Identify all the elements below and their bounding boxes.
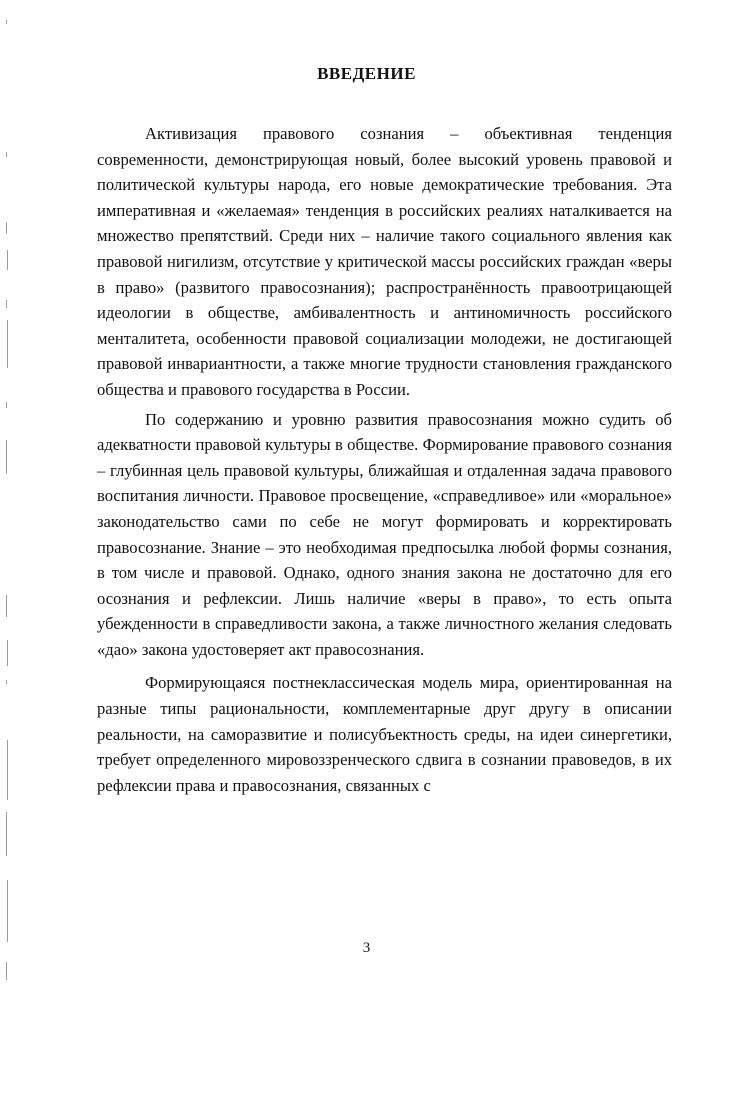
page-number: 3 xyxy=(362,940,371,956)
document-body xyxy=(97,121,672,798)
page-title: ВВЕДЕНИЕ xyxy=(317,64,416,83)
paragraph-2: По содержанию и уровню развития правосознания можно судить об адекватности правовой культуры в обществе. Формирование правового сознания – глубинная цель правовой культуры, ближайшая и отдаленная задача правового воспитания личности. Правовое просвещение, «справедливое» или «моральное» законодательство сами по себе не могут формировать и корректировать правосознание. Знание – это необходимая предпосылка любой формы сознания, в том числе и правовой. Однако, одного знания закона не достаточно для его осознания и рефлексии. Лишь наличие «веры в право», то есть опыта убежденности в справедливости закона, а также личностного желания следовать «дао» закона удостоверяет акт правосознания. xyxy=(97,409,672,659)
paragraph-3: Формирующаяся постнеклассическая модель мира, ориентированная на разные типы рациональности, комплементарные друг другу в описании реальности, на саморазвитие и полисубъектность среды, на идеи синергетики, требует определенного мировоззренческого сдвига в сознании правоведов, в их рефлексии права и правосознания, связанных с xyxy=(97,673,672,795)
scan-edge-marks xyxy=(0,0,20,1100)
paragraph-1: Активизация правового сознания – объективная тенденция современности, демонстрирующая новый, более высокий уровень правовой и политической культуры народа, его новые демократические требования. Эта императивная и «желаемая» тенденция в российских реалиях наталкивается на множество препятствий. Среди них – наличие такого социального явления как правовой нигилизм, отсутствие у критической массы российских граждан «веры в право» (развитого правосознания); распространённость правоотрицающей идеологии в обществе, амбивалентность и антиномичность российского менталитета, особенности правовой социализации молодежи, не достигающей правовой инвариантности, а также многие трудности становления гражданского общества и правового государства в России. xyxy=(97,124,672,399)
